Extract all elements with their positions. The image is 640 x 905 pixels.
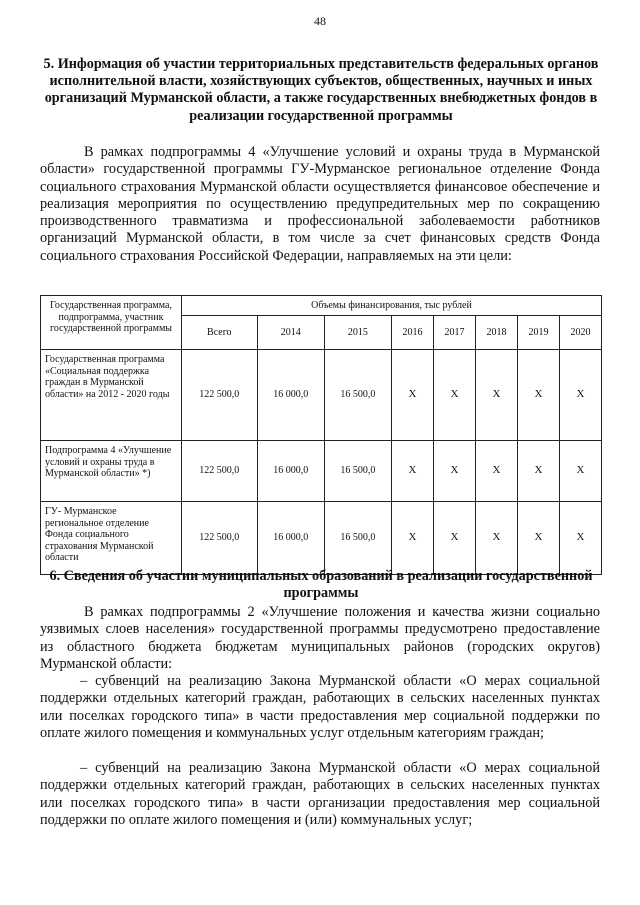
column-header: 2015	[324, 315, 391, 349]
table-first-header: Государственная программа, подпрограмма, участник государственной программы	[41, 296, 182, 350]
section-5-paragraph-text: В рамках подпрограммы 4 «Улучшение условий и охраны труда в Мурманской области» государственной программы ГУ-Мурманское региональное отделение Фонда социального страхования Мурманской области осуществляется финансовое обеспечение и реализация мероприятия по осуществлению предупредительных мер по сокращению производственного травматизма и профессиональной заболеваемости работников организаций Мурманской области, в том числе за счет финансовых средств Фонда социального страхования Российской Федерации, направляемых на эти цели:	[40, 144, 600, 264]
section-6-heading: 6. Сведения об участии муниципальных образований в реализации государственной программы	[49, 568, 593, 602]
cell-value: Х	[475, 441, 517, 502]
cell-value: Х	[517, 350, 559, 441]
column-header: 2020	[559, 315, 601, 349]
row-name: Подпрограмма 4 «Улучшение условий и охраны труда в Мурманской области» *)	[41, 441, 182, 502]
cell-value: Х	[559, 441, 601, 502]
cell-value: 16 000,0	[257, 502, 324, 575]
row-name: Государственная программа «Социальная поддержка граждан в Мурманской области» на 2012 - 2020 годы	[41, 350, 182, 441]
financing-table	[40, 295, 602, 575]
cell-value: 16 000,0	[257, 350, 324, 441]
column-header: Всего	[182, 315, 258, 349]
column-header: 2019	[517, 315, 559, 349]
cell-value: Х	[517, 502, 559, 575]
cell-value: Х	[391, 502, 433, 575]
table-row	[41, 441, 602, 502]
list-item-text: – субвенций на реализацию Закона Мурманской области «О мерах социальной поддержки отдельных категорий граждан, работающих в сельских населенных пунктах или поселках городского типа» в части организации предоставления мер социальной поддержки по оплате жилого помещения и (или) коммунальных услуг;	[40, 760, 600, 828]
list-item-text: – субвенций на реализацию Закона Мурманской области «О мерах социальной поддержки отдельных категорий граждан, работающих в сельских населенных пунктах или поселках городского типа» в части предоставления мер социальной поддержки по оплате жилого помещения и коммунальных услуг отдельным категориям граждан;	[40, 673, 600, 741]
section-6-list-item	[40, 760, 600, 829]
page-number: 48	[314, 14, 326, 28]
column-header: 2014	[257, 315, 324, 349]
cell-value: Х	[433, 350, 475, 441]
table-row	[41, 502, 602, 575]
cell-value: 16 500,0	[324, 350, 391, 441]
cell-value: 16 500,0	[324, 441, 391, 502]
table-row	[41, 350, 602, 441]
section-5-heading: 5. Информация об участии территориальных представительств федеральных органов исполнительной власти, хозяйствующих субъектов, общественных, научных и иных организаций Мурманской области, а также государственных внебюджетных фондов в реализации государственной программы	[43, 56, 599, 124]
column-header: 2016	[391, 315, 433, 349]
section-6-paragraph-text: В рамках подпрограммы 2 «Улучшение положения и качества жизни социально уязвимых слоев населения» государственной программы предусмотрено предоставление из областного бюджета бюджетам муниципальных районов (городских округов) Мурманской области:	[40, 604, 600, 672]
section-5-paragraph	[40, 144, 600, 265]
cell-value: 16 500,0	[324, 502, 391, 575]
cell-value: 122 500,0	[182, 350, 258, 441]
cell-value: 122 500,0	[182, 502, 258, 575]
section-6-paragraph	[40, 604, 600, 673]
cell-value: Х	[475, 350, 517, 441]
cell-value: Х	[433, 441, 475, 502]
cell-value: Х	[391, 350, 433, 441]
column-header: 2017	[433, 315, 475, 349]
cell-value: 122 500,0	[182, 441, 258, 502]
cell-value: Х	[517, 441, 559, 502]
cell-value: Х	[391, 441, 433, 502]
cell-value: 16 000,0	[257, 441, 324, 502]
section-6-list-item	[40, 673, 600, 742]
cell-value: Х	[559, 350, 601, 441]
column-header: 2018	[475, 315, 517, 349]
table-group-header: Объемы финансирования, тыс рублей	[182, 296, 602, 316]
cell-value: Х	[559, 502, 601, 575]
row-name: ГУ- Мурманское региональное отделение Фонда социального страхования Мурманской области	[41, 502, 182, 575]
cell-value: Х	[433, 502, 475, 575]
cell-value: Х	[475, 502, 517, 575]
